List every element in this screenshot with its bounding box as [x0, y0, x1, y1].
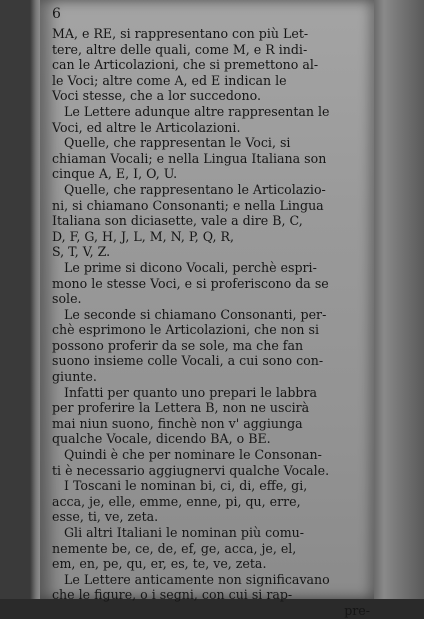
text-line: I Toscani le nominan bi, ci, di, effe, gi,: [64, 478, 308, 494]
text-line: D, F, G, H, J, L, M, N, P, Q, R,: [52, 228, 234, 244]
text-line: suono insieme colle Vocali, a cui sono con-: [52, 353, 324, 369]
text-line: Le Lettere adunque altre rappresentan le: [64, 103, 330, 119]
text-line: Infatti per quanto uno prepari le labbra: [64, 384, 318, 400]
text-line: giunte.: [52, 369, 97, 385]
text-line: S, T, V, Z.: [52, 244, 111, 260]
text-line: ni, si chiamano Consonanti; e nella Lingua: [52, 197, 324, 213]
text-line: cinque A, E, I, O, U.: [52, 166, 178, 182]
text-line: Le Lettere anticamente non significavano: [64, 571, 330, 587]
text-line: acca, je, elle, emme, enne, pi, qu, erre,: [52, 493, 301, 509]
text-line: che le figure, o i segni, con cui si rap-: [52, 587, 293, 603]
text-line: per proferire la Lettera B, non ne uscirà: [52, 400, 310, 416]
text-line: ti è necessario aggiugnervi qualche Vocale.: [52, 462, 330, 478]
text-line: Quelle, che rappresentan le Voci, si: [64, 135, 291, 151]
text-line: mono le stesse Voci, e si proferiscono da se: [52, 275, 329, 291]
page-edge: [374, 0, 424, 599]
text-line: Quelle, che rappresentano le Articolazio-: [64, 181, 326, 197]
text-line: Le seconde si chiamano Consonanti, per-: [64, 306, 327, 322]
page-number: 6: [52, 6, 62, 22]
text-line: Voci, ed altre le Articolazioni.: [52, 119, 241, 135]
text-line: qualche Vocale, dicendo BA, o BE.: [52, 431, 271, 447]
text-line: MA, e RE, si rappresentano con più Let-: [52, 26, 309, 41]
text-line: le Voci; altre come A, ed E indican le: [52, 72, 287, 88]
text-line: chè esprimono le Articolazioni, che non si: [52, 322, 320, 338]
text-line: possono proferir da se sole, ma che fan: [52, 337, 304, 353]
text-line: tere, altre delle quali, come M, e R indi-: [52, 41, 308, 57]
text-line: Voci stesse, che a lor succedono.: [52, 88, 261, 104]
text-line: Quindi è che per nominare le Consonan-: [64, 447, 322, 463]
text-line: Gli altri Italiani le nominan più comu-: [64, 525, 305, 540]
text-line: sole.: [52, 291, 82, 307]
text-line: em, en, pe, qu, er, es, te, ve, zeta.: [52, 556, 267, 572]
text-line: Le prime si dicono Vocali, perchè espri-: [64, 259, 317, 275]
text-line: chiaman Vocali; e nella Lingua Italiana son: [52, 150, 327, 166]
text-line: pre-: [344, 602, 370, 618]
text-line: esse, ti, ve, zeta.: [52, 509, 159, 525]
text-line: Italiana son diciasette, vale a dire B, C,: [52, 213, 303, 229]
text-line: mai niun suono, finchè non v' aggiunga: [52, 415, 303, 431]
text-line: nemente be, ce, de, ef, ge, acca, je, el,: [52, 540, 297, 556]
text-line: can le Articolazioni, che si premettono al-: [52, 57, 319, 73]
body-text: [52, 26, 370, 619]
